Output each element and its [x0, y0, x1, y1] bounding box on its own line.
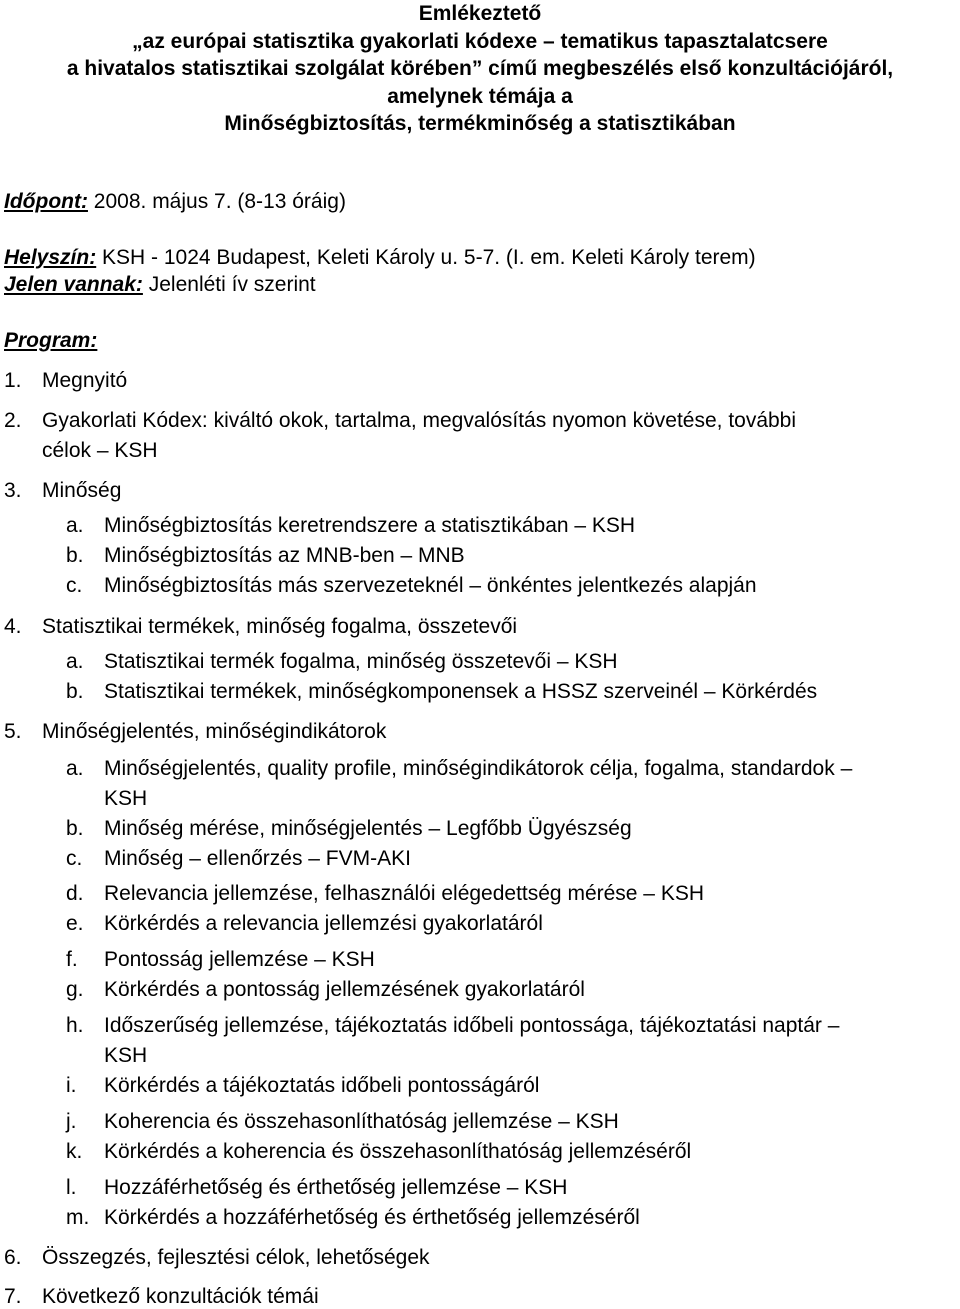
title-line-5: Minőségbiztosítás, termékminőség a statisztikában [224, 112, 736, 135]
subitem-4a [66, 650, 618, 674]
subitem-5d [66, 882, 704, 906]
subitem-5h [66, 1014, 839, 1038]
subitem-letter: a. [66, 514, 84, 537]
subitem-letter: l. [66, 1176, 77, 1199]
jelen-label: Jelen vannak: [4, 273, 143, 296]
subitem-text: Körkérdés a relevancia jellemzési gyakorlatáról [104, 912, 543, 935]
subitem-letter: j. [66, 1110, 77, 1133]
subitem-letter: b. [66, 544, 84, 567]
program-item-5 [4, 720, 386, 744]
item-text: Statisztikai termékek, minőség fogalma, összetevői [42, 615, 518, 638]
subitem-letter: a. [66, 650, 84, 673]
subitem-letter: b. [66, 817, 84, 840]
subitem-text: Statisztikai termék fogalma, minőség összetevői – KSH [104, 650, 618, 673]
subitem-letter: f. [66, 948, 78, 971]
program-item-2 [4, 409, 796, 433]
program-item-1 [4, 369, 127, 393]
meta-idopont [4, 190, 346, 214]
subitem-letter: e. [66, 912, 84, 935]
item-number: 4. [4, 615, 22, 638]
item-text: Minőségjelentés, minőségindikátorok [42, 720, 387, 743]
item-text: Minőség [42, 479, 122, 502]
idopont-label: Időpont: [4, 190, 88, 213]
subitem-text: Időszerűség jellemzése, tájékoztatás időbeli pontossága, tájékoztatási naptár – [104, 1014, 840, 1037]
program-item-6 [4, 1246, 430, 1270]
title-line-3: a hivatalos statisztikai szolgálat körében” című megbeszélés első konzultációjáról, [66, 57, 894, 80]
helyszin-label: Helyszín: [4, 246, 97, 269]
jelen-value: Jelenléti ív szerint [142, 273, 316, 296]
subitem-text: Körkérdés a hozzáférhetőség és érthetőség jellemzéséről [104, 1206, 640, 1229]
subitem-text: Körkérdés a koherencia és összehasonlíthatóság jellemzéséről [104, 1140, 692, 1163]
item-text: Következő konzultációk témái [42, 1285, 319, 1308]
subitem-4b [66, 680, 817, 704]
program-item-3 [4, 479, 121, 503]
helyszin-value: KSH - 1024 Budapest, Keleti Károly u. 5-7. (I. em. Keleti Károly terem) [96, 246, 756, 269]
subitem-text: Minőségbiztosítás az MNB-ben – MNB [104, 544, 465, 567]
item-number: 5. [4, 720, 22, 743]
subitem-text: Pontosság jellemzése – KSH [104, 948, 375, 971]
meta-helyszin [4, 246, 756, 270]
subitem-3c [66, 574, 757, 598]
subitem-letter: a. [66, 757, 84, 780]
subitem-text: Minőségbiztosítás keretrendszere a statisztikában – KSH [104, 514, 636, 537]
document-title [0, 0, 960, 138]
subitem-text: Körkérdés a tájékoztatás időbeli pontosságáról [104, 1074, 540, 1097]
item-number: 7. [4, 1285, 22, 1308]
subitem-text: Minőség mérése, minőségjelentés – Legfőbb Ügyészség [104, 817, 632, 840]
subitem-5a [66, 757, 852, 781]
program-label: Program: [4, 329, 98, 352]
subitem-5l [66, 1176, 567, 1200]
subitem-5h-cont [104, 1044, 147, 1068]
subitem-5e [66, 912, 543, 936]
item-text-cont: célok – KSH [42, 439, 158, 462]
subitem-text: Koherencia és összehasonlíthatóság jellemzése – KSH [104, 1110, 619, 1133]
subitem-text-cont: KSH [104, 1044, 148, 1067]
subitem-letter: c. [66, 847, 83, 870]
subitem-5i [66, 1074, 539, 1098]
subitem-3b [66, 544, 465, 568]
item-text: Megnyitó [42, 369, 128, 392]
item-text: Összegzés, fejlesztési célok, lehetőségek [42, 1246, 430, 1269]
item-number: 1. [4, 369, 22, 392]
subitem-text: Minőség – ellenőrzés – FVM-AKI [104, 847, 411, 870]
program-item-2-cont [42, 439, 158, 463]
subitem-letter: d. [66, 882, 84, 905]
subitem-letter: k. [66, 1140, 83, 1163]
program-heading [4, 329, 97, 353]
subitem-letter: c. [66, 574, 83, 597]
subitem-text: Körkérdés a pontosság jellemzésének gyakorlatáról [104, 978, 585, 1001]
idopont-value: 2008. május 7. (8-13 óráig) [87, 190, 346, 213]
subitem-letter: g. [66, 978, 84, 1001]
program-item-7 [4, 1285, 319, 1309]
title-line-4: amelynek témája a [387, 84, 573, 108]
subitem-5g [66, 978, 585, 1002]
subitem-text: Minőségjelentés, quality profile, minőségindikátorok célja, fogalma, standardok – [104, 757, 853, 780]
meta-jelen [4, 273, 316, 297]
subitem-5m [66, 1206, 640, 1230]
subitem-3a [66, 514, 635, 538]
subitem-letter: m. [66, 1206, 90, 1229]
title-line-1: Emlékeztető [418, 2, 542, 25]
item-number: 3. [4, 479, 22, 502]
subitem-text: Statisztikai termékek, minőségkomponensek a HSSZ szerveinél – Körkérdés [104, 680, 818, 703]
subitem-5c [66, 847, 411, 871]
subitem-letter: b. [66, 680, 84, 703]
subitem-5k [66, 1140, 691, 1164]
program-item-4 [4, 615, 517, 639]
subitem-text: Relevancia jellemzése, felhasználói elégedettség mérése – KSH [104, 882, 704, 905]
subitem-text-cont: KSH [104, 787, 148, 810]
subitem-5a-cont [104, 787, 147, 811]
subitem-5f [66, 948, 375, 972]
item-number: 6. [4, 1246, 22, 1269]
item-number: 2. [4, 409, 22, 432]
subitem-letter: i. [66, 1074, 77, 1097]
subitem-text: Minőségbiztosítás más szervezeteknél – önkéntes jelentkezés alapján [104, 574, 757, 597]
subitem-5b [66, 817, 632, 841]
title-line-2: „az európai statisztika gyakorlati kódexe – tematikus tapasztalatcsere [132, 29, 828, 53]
subitem-5j [66, 1110, 619, 1134]
subitem-text: Hozzáférhetőség és érthetőség jellemzése – KSH [104, 1176, 568, 1199]
item-text: Gyakorlati Kódex: kiváltó okok, tartalma, megvalósítás nyomon követése, további [42, 409, 797, 432]
subitem-letter: h. [66, 1014, 84, 1037]
